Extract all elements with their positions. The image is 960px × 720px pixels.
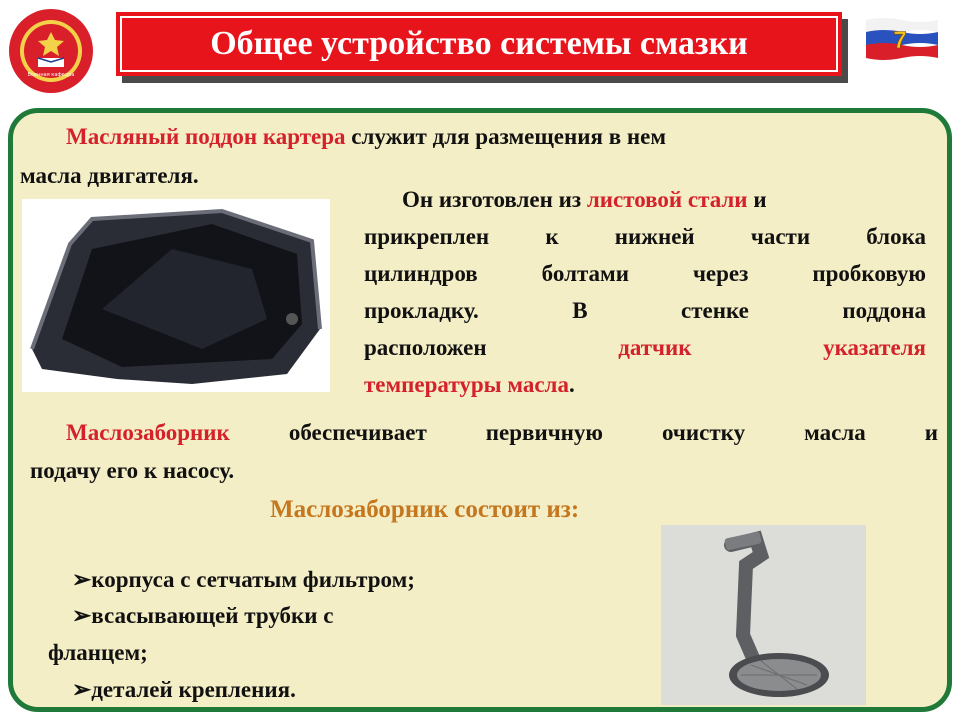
paragraph2-line3: цилиндров болтами через пробковую (364, 261, 926, 286)
paragraph2-line6: температуры масла. (364, 372, 575, 397)
oil-pan-image (22, 199, 330, 392)
list-item: ➢деталей крепления. (72, 677, 296, 702)
arrow-bullet-icon: ➢ (72, 567, 92, 592)
page-title: Общее устройство системы смазки (210, 25, 748, 62)
slide-number: 7 (893, 27, 907, 54)
arrow-bullet-icon: ➢ (72, 603, 92, 628)
paragraph1-line1: Масляный поддон картера служит для размещения в нем (66, 124, 667, 149)
oil-intake-image (661, 525, 866, 705)
term-oil-pan: Масляный поддон картера (66, 124, 346, 149)
paragraph2-line4: прокладку. В стенке поддона (364, 298, 926, 323)
term-oil-intake: Маслозаборник (66, 420, 230, 445)
paragraph2-line5: расположен датчик указателя (364, 335, 926, 360)
paragraph2-line2: прикреплен к нижней части блока (364, 224, 926, 249)
paragraph2-line1: Он изготовлен из листовой стали и (402, 187, 767, 212)
title-bar (116, 12, 842, 76)
paragraph1-line2: масла двигателя. (20, 163, 199, 188)
list-item: ➢всасывающей трубки с (72, 603, 334, 628)
list-item: ➢корпуса с сетчатым фильтром; (72, 567, 415, 592)
russian-flag-icon (864, 16, 940, 62)
military-emblem-icon (8, 8, 94, 94)
paragraph3-line2: подачу его к насосу. (30, 458, 235, 483)
emblem-text: Военная кафедра (27, 72, 75, 78)
subheading: Маслозаборник состоит из: (270, 496, 580, 523)
paragraph3-line1: Маслозаборник обеспечивает первичную очистку масла и (66, 420, 938, 445)
list-item-continuation: фланцем; (48, 640, 148, 665)
arrow-bullet-icon: ➢ (72, 677, 92, 702)
paragraph2 (364, 181, 926, 403)
